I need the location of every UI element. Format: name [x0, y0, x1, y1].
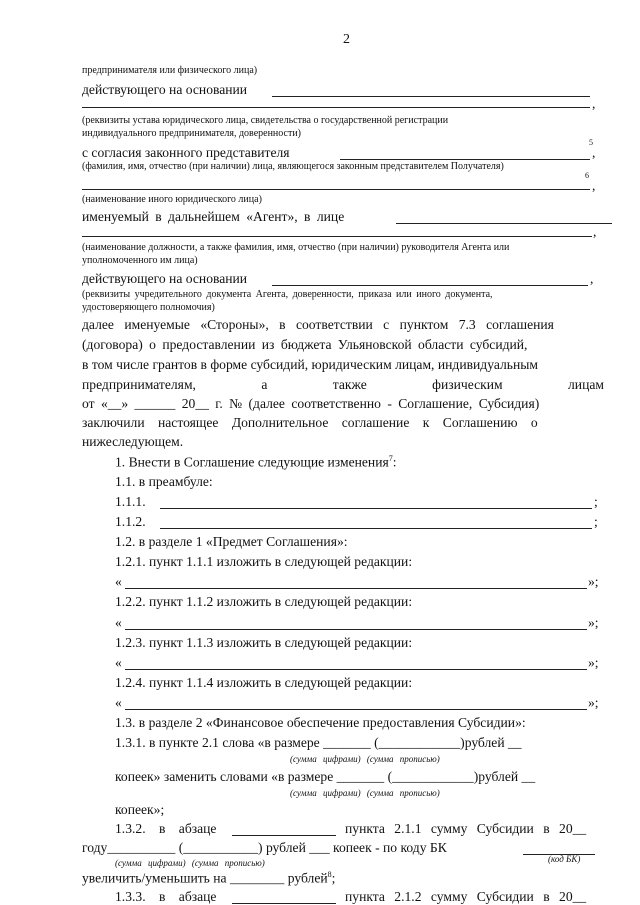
- quote-close: »;: [588, 655, 599, 670]
- text-line: действующего на основании: [82, 82, 248, 97]
- text-line: нижеследующем.: [82, 434, 184, 449]
- blank-field: [340, 159, 590, 160]
- text-line: заключили настоящее Дополнительное соглашение к Соглашению о: [82, 415, 538, 430]
- caption-line: (код БК): [548, 854, 581, 864]
- quote-open: «: [115, 655, 122, 670]
- text-line: 1.1. в преамбуле:: [115, 474, 213, 489]
- blank-field: [125, 669, 587, 670]
- comma: ,: [592, 178, 596, 193]
- text-line: копеек»;: [115, 802, 165, 817]
- text-line: 1.2. в разделе 1 «Предмет Соглашения»:: [115, 534, 348, 549]
- blank-field: [82, 107, 590, 108]
- text-line: далее именуемые «Стороны», в соответствии с пунктом 7.3 соглашения: [82, 317, 554, 332]
- blank-field: [272, 285, 588, 286]
- comma: ,: [593, 224, 597, 239]
- blank-field: [396, 223, 612, 224]
- caption-line: индивидуального предпринимателя, доверенности): [82, 128, 302, 139]
- caption-line: (наименование должности, а также фамилия, имя, отчество (при наличии) руководителя Агента или: [82, 242, 510, 253]
- text-line: 1.2.4. пункт 1.1.4 изложить в следующей редакции:: [115, 675, 413, 690]
- footnote-ref: 7: [388, 454, 393, 463]
- caption-line: уполномоченного им лица): [82, 255, 198, 266]
- page-number: 2: [343, 32, 350, 47]
- footnote-ref: 8: [327, 870, 332, 879]
- blank-field: [160, 528, 592, 529]
- blank-field: [125, 629, 587, 630]
- section-heading: 1. Внести в Соглашение следующие изменения$^7$:: [115, 454, 397, 470]
- caption-line: (фамилия, имя, отчество (при наличии) лица, являющегося законным представителем Получателя): [82, 161, 504, 172]
- comma: ,: [590, 271, 594, 286]
- quote-close: »;: [588, 615, 599, 630]
- caption-line: удостоверяющего полномочия): [82, 302, 215, 313]
- caption-line: (сумма цифрами) (сумма прописью): [290, 754, 440, 764]
- text-line: копеек» заменить словами «в размере _______ (____________)рублей __: [115, 769, 536, 784]
- semicolon: ;: [594, 494, 598, 509]
- semicolon: ;: [594, 514, 598, 529]
- footnote-ref: 5: [589, 138, 593, 147]
- text-line: 1.3.1. в пункте 2.1 слова «в размере _______ (____________)рублей __: [115, 735, 522, 750]
- item-label: 1.1.1.: [115, 494, 146, 509]
- item-label: 1.1.2.: [115, 514, 146, 529]
- text-line: 1.3.2. в абзаце: [115, 821, 217, 836]
- text-line: увеличить/уменьшить на ________ рублей$^8$;: [82, 870, 336, 886]
- text-line: с согласия законного представителя: [82, 145, 290, 160]
- caption-line: (реквизиты учредительного документа Агента, доверенности, приказа или иного документа,: [82, 289, 493, 300]
- footnote-ref: 6: [585, 171, 589, 180]
- text-line: от «__» ______ 20__ г. № (далее соответственно - Соглашение, Субсидия): [82, 396, 540, 411]
- quote-close: »;: [588, 574, 599, 589]
- blank-field: [82, 236, 592, 237]
- quote-open: «: [115, 574, 122, 589]
- text-line: году__________ (___________) рублей ___ копеек - по коду БК: [82, 840, 447, 855]
- caption-line: (сумма цифрами) (сумма прописью): [290, 788, 440, 798]
- text-line: 1.3. в разделе 2 «Финансовое обеспечение предоставления Субсидии»:: [115, 715, 526, 730]
- text-line: 1.2.3. пункт 1.1.3 изложить в следующей редакции:: [115, 635, 413, 650]
- text-line: 1.2.1. пункт 1.1.1 изложить в следующей редакции:: [115, 554, 413, 569]
- blank-field: [125, 588, 587, 589]
- text-line: действующего на основании: [82, 271, 248, 286]
- comma: ,: [592, 96, 596, 111]
- text-line: (договора) о предоставлении из бюджета Ульяновской области субсидий,: [82, 337, 528, 352]
- quote-open: «: [115, 695, 122, 710]
- blank-field: [125, 709, 587, 710]
- text-line: именуемый в дальнейшем «Агент», в лице: [82, 209, 345, 224]
- blank-field: [160, 508, 592, 509]
- quote-open: «: [115, 615, 122, 630]
- caption-line: (наименование иного юридического лица): [82, 194, 262, 205]
- text-line: 1.2.2. пункт 1.1.2 изложить в следующей редакции:: [115, 594, 413, 609]
- comma: ,: [592, 145, 596, 160]
- text-line: предпринимателям, а также физическим лицам: [82, 377, 604, 392]
- text-line: пункта 2.1.1 сумму Субсидии в 20__: [345, 821, 587, 836]
- text-line: 1.3.3. в абзаце: [115, 889, 217, 904]
- text-line: предпринимателя или физического лица): [82, 65, 258, 76]
- blank-field: [232, 835, 336, 836]
- text-line: в том числе грантов в форме субсидий, юридическим лицам, индивидуальным: [82, 357, 538, 372]
- caption-line: (реквизиты устава юридического лица, свидетельства о государственной регистрации: [82, 115, 449, 126]
- text-line: пункта 2.1.2 сумму Субсидии в 20__: [345, 889, 587, 904]
- caption-line: (сумма цифрами) (сумма прописью): [115, 858, 265, 868]
- blank-field: [232, 903, 336, 904]
- blank-field: [82, 189, 590, 190]
- blank-field: [272, 96, 590, 97]
- quote-close: »;: [588, 695, 599, 710]
